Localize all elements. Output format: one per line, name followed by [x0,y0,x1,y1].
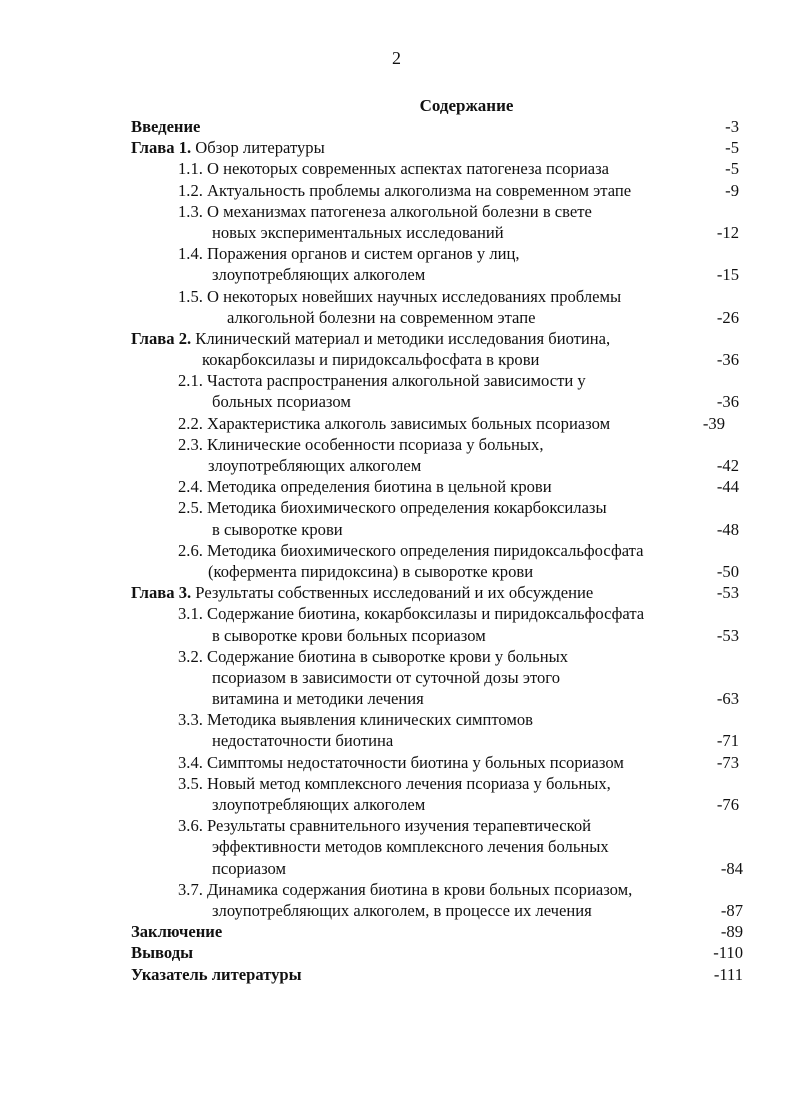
toc-entry-2-6 [131,540,743,561]
toc-entry-1-4-cont [131,264,743,285]
toc-entry-3-3 [131,709,743,730]
entry-text: псориазом в зависимости от суточной дозы этого [212,667,560,687]
entry-text: (кофермента пиридоксина) в сыворотке крови [208,561,534,581]
page-number: 2 [392,48,401,68]
toc-entry-3-1 [131,603,743,624]
entry-text: 3.7. Динамика содержания биотина в крови больных псориазом, [178,879,633,899]
entry-page: -76 [716,795,739,814]
entry-text: 2.4. Методика определения биотина в цельной крови [178,477,552,497]
entry-page: -48 [716,519,739,539]
entry-page: -44 [716,477,739,497]
entry-page: -36 [716,392,739,412]
entry-page: -5 [725,159,739,179]
entry-page: -5 [725,138,739,158]
entry-text: 3.3. Методика выявления клинических симптомов [178,710,533,730]
entry-label: Указатель литературы [131,964,302,984]
chapter-label: Глава 3. [131,583,192,603]
entry-page: -50 [716,561,739,581]
entry-text: 2.1. Частота распространения алкогольной зависимости у [178,371,586,391]
entry-text: кокарбоксилазы и пиридоксальфосфата в крови [202,350,540,370]
toc-entry-intro [131,116,743,137]
entry-page: -53 [716,625,739,645]
entry-text: витамина и методики лечения [212,689,424,709]
toc-entry-2-4 [131,476,743,497]
entry-page: -71 [716,731,739,751]
toc-entry-2-1 [131,370,743,391]
entry-page: -53 [716,583,739,603]
entry-text: 2.2. Характеристика алкоголь зависимых больных псориазом [178,413,611,433]
entry-text: эффективности методов комплексного лечения больных [212,837,609,857]
toc-entry-chapter-2-cont [131,349,743,370]
toc-entry-2-1-cont [131,391,743,412]
chapter-title: Обзор литературы [191,138,325,158]
entry-page: -84 [720,858,743,878]
entry-text: 2.5. Методика биохимического определения кокарбоксилазы [178,498,607,518]
toc-entry-chapter-2 [131,328,743,349]
toc-entry-3-6-cont [131,836,743,857]
entry-page: -26 [716,307,739,327]
entry-page: -111 [713,964,743,984]
toc-entry-3-5-cont [131,794,743,815]
toc-entry-1-4 [131,243,743,264]
toc-entry-1-3-cont [131,222,743,243]
chapter-title: Результаты собственных исследований и их обсуждение [191,583,594,603]
entry-page: -73 [716,752,739,772]
toc-entry-1-5 [131,286,743,307]
chapter-title: Клинический материал и методики исследования биотина, [191,328,611,348]
table-of-contents [131,116,743,985]
toc-entry-findings [131,942,743,963]
toc-title: Содержание [419,96,514,115]
entry-text: 3.5. Новый метод комплексного лечения псориаза у больных, [178,773,611,793]
chapter-label: Глава 1. [131,138,192,158]
toc-entry-3-7-cont [131,900,743,921]
entry-text: псориазом [212,858,287,878]
entry-page: -42 [716,456,739,475]
toc-entry-3-6-cont [131,858,743,879]
toc-entry-3-2 [131,646,743,667]
entry-text: 2.6. Методика биохимического определения пиридоксальфосфата [178,540,644,560]
entry-text: злоупотребляющих алкоголем [212,265,426,285]
entry-text: в сыворотке крови [212,519,343,539]
entry-text: злоупотребляющих алкоголем, в процессе их лечения [212,900,592,920]
entry-page: -12 [716,222,739,242]
toc-entry-3-4 [131,752,743,773]
entry-text: 2.3. Клинические особенности псориаза у больных, [178,434,544,454]
entry-label: Заключение [131,922,223,942]
toc-entry-2-3 [131,434,743,455]
entry-label: Введение [131,117,201,136]
toc-entry-3-7 [131,879,743,900]
entry-page: -87 [720,900,743,920]
entry-text: 3.6. Результаты сравнительного изучения терапевтической [178,816,592,836]
entry-text: больных псориазом [212,392,351,412]
toc-entry-1-5-cont [131,307,743,328]
toc-entry-3-2-cont [131,667,743,688]
toc-entry-1-3 [131,201,743,222]
entry-text: 1.4. Поражения органов и систем органов у лиц, [178,244,520,264]
entry-text: 1.1. О некоторых современных аспектах патогенеза псориаза [178,159,610,179]
toc-entry-3-2-cont [131,688,743,709]
toc-entry-3-5 [131,773,743,794]
entry-text: 1.2. Актуальность проблемы алкоголизма на современном этапе [178,180,632,200]
chapter-label: Глава 2. [131,328,192,348]
entry-label: Выводы [131,943,194,963]
toc-entry-2-5-cont [131,519,743,540]
toc-entry-chapter-1 [131,137,743,158]
entry-page: -3 [725,117,739,136]
entry-text: 3.2. Содержание биотина в сыворотке крови у больных [178,646,569,666]
entry-page: -63 [716,689,739,709]
entry-text: новых экспериментальных исследований [212,222,504,242]
toc-entry-chapter-3 [131,582,743,603]
entry-text: 1.3. О механизмах патогенеза алкогольной болезни в свете [178,201,592,221]
entry-text: злоупотребляющих алкоголем [208,456,422,475]
toc-entry-1-1 [131,158,743,179]
entry-text: 3.1. Содержание биотина, кокарбоксилазы и пиридоксальфосфата [178,604,645,624]
entry-page: -89 [720,922,743,942]
toc-entry-3-6 [131,815,743,836]
toc-entry-3-1-cont [131,625,743,646]
entry-text: в сыворотке крови больных псориазом [212,625,486,645]
toc-entry-2-3-cont [131,455,743,476]
entry-text: 3.4. Симптомы недостаточности биотина у больных псориазом [178,752,624,772]
toc-entry-3-3-cont [131,730,743,751]
toc-entry-2-2 [131,413,743,434]
entry-page: -39 [702,413,725,433]
toc-entry-references [131,964,743,985]
toc-entry-1-2 [131,180,743,201]
toc-entry-2-5 [131,497,743,518]
entry-text: злоупотребляющих алкоголем [212,795,426,814]
entry-text: алкогольной болезни на современном этапе [227,307,536,327]
entry-page: -9 [725,180,739,200]
entry-text: недостаточности биотина [212,731,394,751]
toc-entry-2-6-cont [131,561,743,582]
entry-page: -36 [716,350,739,370]
entry-page: -15 [716,265,739,285]
entry-text: 1.5. О некоторых новейших научных исследованиях проблемы [178,286,622,306]
entry-page: -110 [713,943,743,963]
toc-entry-conclusion [131,921,743,942]
